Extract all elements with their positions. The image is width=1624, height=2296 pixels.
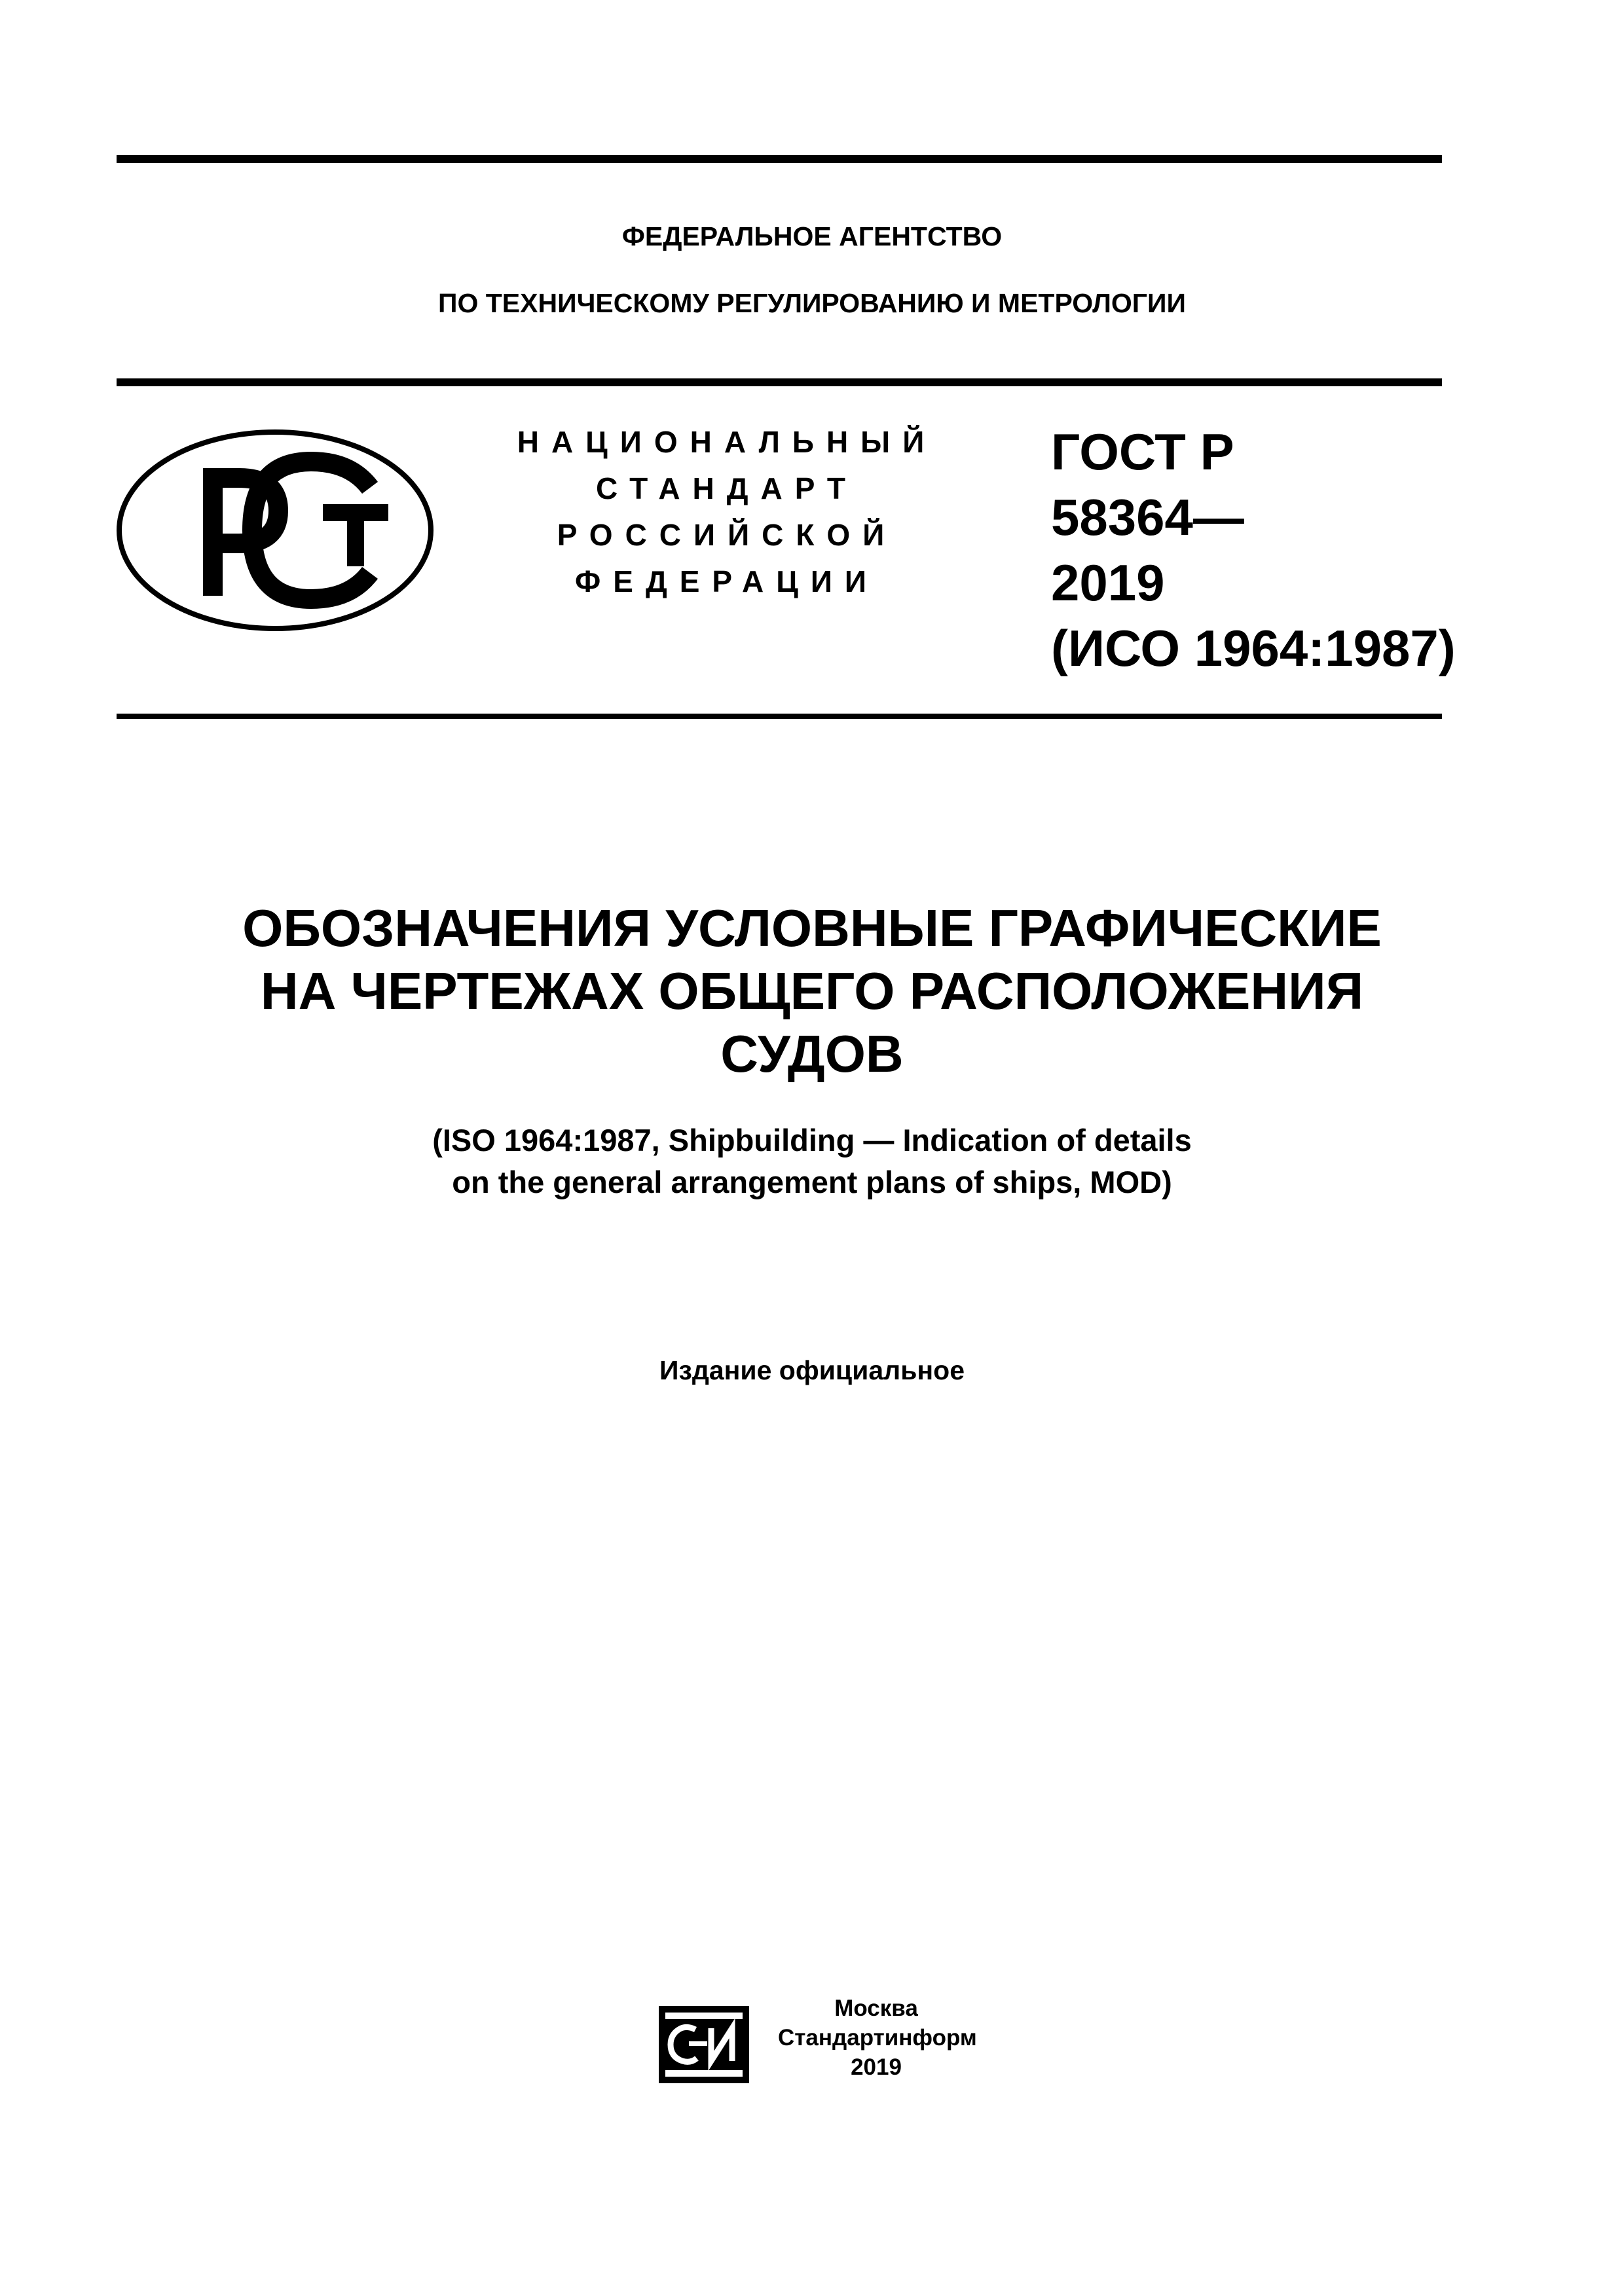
designation xyxy=(1051,419,1456,681)
title-line-1: ОБОЗНАЧЕНИЯ УСЛОВНЫЕ ГРАФИЧЕСКИЕ xyxy=(242,899,1382,957)
publisher-city: Москва xyxy=(834,1995,918,2021)
rst-certification-mark-icon xyxy=(115,426,435,635)
publisher-name: Стандартинформ xyxy=(778,2025,977,2050)
standard-type-line-3: РОССИЙСКОЙ xyxy=(557,518,897,552)
standard-type-line-4: ФЕДЕРАЦИИ xyxy=(575,564,879,598)
standard-type xyxy=(498,419,956,605)
edition-note: Издание официальное xyxy=(659,1355,965,1385)
standard-type-line-1: НАЦИОНАЛЬНЫЙ xyxy=(517,425,937,459)
designation-rule xyxy=(117,714,1442,719)
designation-line-2: 58364— xyxy=(1051,488,1244,546)
standartinform-logo-icon xyxy=(655,2002,753,2087)
title-line-2: НА ЧЕРТЕЖАХ ОБЩЕГО РАСПОЛОЖЕНИЯ xyxy=(260,962,1364,1020)
iso-reference-line-1: (ISO 1964:1987, Shipbuilding — Indication of details xyxy=(432,1123,1192,1157)
document-title xyxy=(0,897,1624,1085)
publisher xyxy=(778,1994,977,2082)
agency-line-1: ФЕДЕРАЛЬНОЕ АГЕНТСТВО xyxy=(621,221,1003,251)
standard-type-line-2: СТАНДАРТ xyxy=(596,471,858,505)
iso-reference xyxy=(0,1120,1624,1203)
publisher-year: 2019 xyxy=(851,2054,902,2080)
designation-line-1: ГОСТ Р xyxy=(1051,423,1234,481)
top-rule xyxy=(117,155,1442,163)
designation-line-3: 2019 xyxy=(1051,554,1165,611)
designation-line-4: (ИСО 1964:1987) xyxy=(1051,619,1456,677)
iso-reference-line-2: on the general arrangement plans of ships, MOD) xyxy=(452,1165,1172,1199)
agency-line-2: ПО ТЕХНИЧЕСКОМУ РЕГУЛИРОВАНИЮ И МЕТРОЛОГИИ xyxy=(438,288,1186,318)
header-rule xyxy=(117,378,1442,386)
title-line-3: СУДОВ xyxy=(720,1025,904,1083)
